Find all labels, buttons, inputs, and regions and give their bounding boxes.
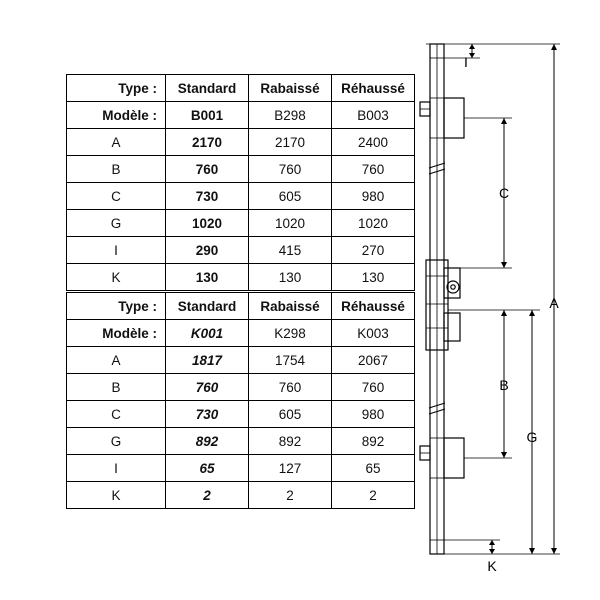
table-row	[67, 428, 415, 455]
dimension-label-B: B	[499, 377, 509, 393]
row-label-a: A	[67, 347, 166, 374]
cell-a-rabaisse: 2170	[249, 129, 332, 156]
dimension-label-K: K	[487, 558, 497, 573]
cell-b-rehausse: 760	[332, 156, 415, 183]
table-row	[67, 347, 415, 374]
spec-table-b001	[66, 74, 415, 291]
column-header-rabaisse: Rabaissé	[249, 293, 332, 320]
model-standard: K001	[166, 320, 249, 347]
upper-bolt-case	[444, 98, 464, 138]
column-header-standard: Standard	[166, 293, 249, 320]
cell-c-standard: 730	[166, 401, 249, 428]
model-rabaisse: B298	[249, 102, 332, 129]
cell-g-standard: 1020	[166, 210, 249, 237]
spec-table-k001	[66, 292, 415, 509]
cell-g-rehausse: 1020	[332, 210, 415, 237]
row-label-a: A	[67, 129, 166, 156]
row-label-b: B	[67, 156, 166, 183]
cell-k-rehausse: 130	[332, 264, 415, 291]
table-row	[67, 102, 415, 129]
dimension-label-G: G	[526, 429, 538, 445]
cell-g-rabaisse: 1020	[249, 210, 332, 237]
model-rabaisse: K298	[249, 320, 332, 347]
cylinder-keyhole	[451, 285, 455, 289]
column-header-rehausse: Réhaussé	[332, 75, 415, 102]
dimension-label-A: A	[549, 295, 559, 311]
lock-strip-elevation-drawing	[400, 28, 570, 573]
cell-i-standard: 290	[166, 237, 249, 264]
dimension-label-I: I	[464, 54, 468, 70]
cell-g-rehausse: 892	[332, 428, 415, 455]
model-rehausse: B003	[332, 102, 415, 129]
dimension-label-C: C	[498, 185, 510, 201]
model-label: Modèle :	[67, 102, 166, 129]
cell-k-standard: 2	[166, 482, 249, 509]
table-row	[67, 401, 415, 428]
column-header-rabaisse: Rabaissé	[249, 75, 332, 102]
row-label-c: C	[67, 183, 166, 210]
lower-bolt-case	[444, 438, 464, 478]
cell-a-standard: 1817	[166, 347, 249, 374]
cell-i-standard: 65	[166, 455, 249, 482]
cell-a-rehausse: 2067	[332, 347, 415, 374]
table-row	[67, 293, 415, 320]
table-row	[67, 156, 415, 183]
deadbolt-housing	[444, 313, 460, 341]
cell-g-rabaisse: 892	[249, 428, 332, 455]
table-row	[67, 210, 415, 237]
row-label-i: I	[67, 237, 166, 264]
cell-c-rabaisse: 605	[249, 401, 332, 428]
table-row	[67, 129, 415, 156]
table-row	[67, 264, 415, 291]
table-row	[67, 455, 415, 482]
cell-i-rehausse: 65	[332, 455, 415, 482]
cylinder-circle	[447, 281, 459, 293]
row-label-k: K	[67, 482, 166, 509]
cell-k-rabaisse: 130	[249, 264, 332, 291]
table-row	[67, 482, 415, 509]
cell-k-rabaisse: 2	[249, 482, 332, 509]
faceplate-profile	[420, 44, 464, 554]
cell-b-rabaisse: 760	[249, 156, 332, 183]
cell-k-standard: 130	[166, 264, 249, 291]
row-label-c: C	[67, 401, 166, 428]
cell-b-rabaisse: 760	[249, 374, 332, 401]
cell-c-standard: 730	[166, 183, 249, 210]
dimension-lines	[469, 44, 557, 554]
table-row	[67, 237, 415, 264]
cell-b-rehausse: 760	[332, 374, 415, 401]
cell-c-rabaisse: 605	[249, 183, 332, 210]
cell-b-standard: 760	[166, 156, 249, 183]
cell-k-rehausse: 2	[332, 482, 415, 509]
model-standard: B001	[166, 102, 249, 129]
table-row	[67, 75, 415, 102]
type-label: Type :	[67, 293, 166, 320]
cell-c-rehausse: 980	[332, 183, 415, 210]
cell-c-rehausse: 980	[332, 401, 415, 428]
row-label-i: I	[67, 455, 166, 482]
cell-b-standard: 760	[166, 374, 249, 401]
cell-i-rehausse: 270	[332, 237, 415, 264]
table-row	[67, 183, 415, 210]
row-label-k: K	[67, 264, 166, 291]
cell-a-rabaisse: 1754	[249, 347, 332, 374]
column-header-standard: Standard	[166, 75, 249, 102]
row-label-g: G	[67, 428, 166, 455]
table-row	[67, 374, 415, 401]
model-label: Modèle :	[67, 320, 166, 347]
column-header-rehausse: Réhaussé	[332, 293, 415, 320]
cell-g-standard: 892	[166, 428, 249, 455]
type-label: Type :	[67, 75, 166, 102]
cell-i-rabaisse: 415	[249, 237, 332, 264]
table-row	[67, 320, 415, 347]
cell-i-rabaisse: 127	[249, 455, 332, 482]
cell-a-standard: 2170	[166, 129, 249, 156]
row-label-g: G	[67, 210, 166, 237]
model-rehausse: K003	[332, 320, 415, 347]
row-label-b: B	[67, 374, 166, 401]
cell-a-rehausse: 2400	[332, 129, 415, 156]
